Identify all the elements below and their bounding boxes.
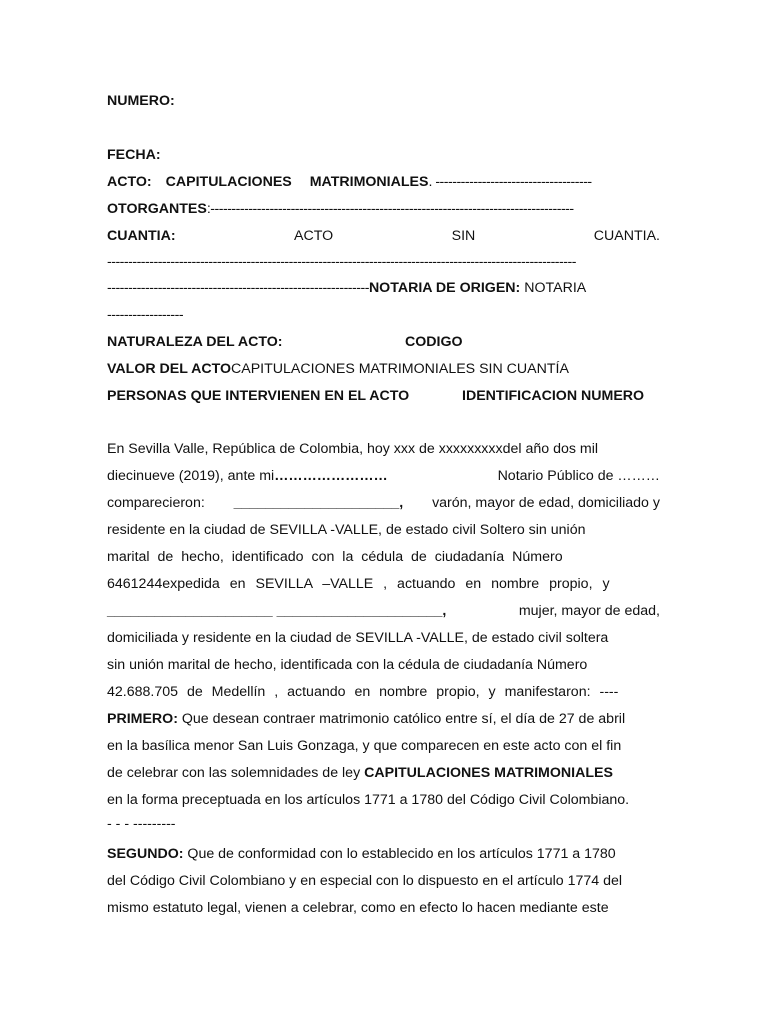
acto-value: CAPITULACIONES [165, 174, 292, 190]
body-line-6: 6461244expedida en SEVILLA –VALLE , actuando en nombre propio, y [107, 576, 610, 592]
body-line-18: mismo estatuto legal, vienen a celebrar, como en efecto lo hacen mediante este [107, 900, 609, 916]
personas-line [107, 386, 660, 406]
compareciente-2-blank: _____________________ _____________________, [107, 603, 447, 619]
acto-dashes: . ------------------------------------- [428, 174, 592, 190]
body-line-7 [107, 598, 660, 625]
notaria-line [107, 278, 660, 298]
cuantia-line [107, 226, 660, 246]
naturaleza-line [107, 332, 660, 352]
cuantia-word-1: ACTO [294, 228, 334, 244]
acto-label: ACTO: [107, 174, 152, 190]
body-line-12: en la basílica menor San Luis Gonzaga, y que comparecen en este acto con el fin [107, 738, 622, 754]
notary-name-blank: …………………… [274, 468, 388, 484]
body-line-3a: comparecieron: [107, 495, 205, 511]
valor-label: VALOR DEL ACTO [107, 361, 232, 377]
body-line-15: - - - --------- [107, 816, 176, 832]
cuantia-label: CUANTIA: [107, 228, 176, 244]
cuantia-word-2: SIN [451, 228, 476, 244]
body-line-10: 42.688.705 de Medellín , actuando en nombre propio, y manifestaron: ---- [107, 684, 619, 700]
body-line-14: en la forma preceptuada en los artículos 1771 a 1780 del Código Civil Colombiano. [107, 792, 630, 808]
acto-line [107, 172, 660, 192]
body-line-4: residente en la ciudad de SEVILLA -VALLE, de estado civil Soltero sin unión [107, 522, 586, 538]
body-line-17: del Código Civil Colombiano y en especial con lo dispuesto en el artículo 1774 del [107, 873, 623, 889]
personas-label: PERSONAS QUE INTERVIENEN EN EL ACTO [107, 388, 410, 404]
body-line-3 [107, 490, 660, 517]
body-line-13a: de celebrar con las solemnidades de ley [107, 765, 365, 781]
cuantia-word-3: CUANTIA. [593, 228, 660, 244]
body-line-9: sin unión marital de hecho, identificada con la cédula de ciudadanía Número [107, 657, 588, 673]
codigo-label: CODIGO [405, 334, 463, 350]
valor-value: CAPITULACIONES MATRIMONIALES SIN CUANTÍA [231, 361, 569, 377]
fecha-label: FECHA: [107, 147, 161, 163]
notaria-label: NOTARIA DE ORIGEN: [368, 280, 521, 296]
otorgantes-dashes: :-------------------------------------------------------------------------------------- [206, 201, 574, 217]
otorgantes-label: OTORGANTES [107, 201, 207, 217]
body-line-3c: varón, mayor de edad, domiciliado y [432, 495, 660, 511]
body-line-1: En Sevilla Valle, República de Colombia, hoy xxx de xxxxxxxxxdel año dos mil [107, 441, 599, 457]
capitulaciones-emphasis: CAPITULACIONES MATRIMONIALES [364, 765, 613, 781]
body-line-5: marital de hecho, identificado con la cédula de ciudadanía Número [107, 549, 563, 565]
body-paragraph [107, 436, 660, 922]
acto-value-2: MATRIMONIALES [309, 174, 429, 190]
body-line-11 [107, 706, 660, 733]
short-dashes: ------------------ [107, 307, 184, 323]
body-line-8: domiciliada y residente en la ciudad de SEVILLA -VALLE, de estado civil soltera [107, 630, 609, 646]
compareciente-1-blank: _____________________, [233, 495, 404, 511]
identificacion-label: IDENTIFICACION NUMERO [462, 388, 645, 404]
body-line-16b: Que de conformidad con lo establecido en los artículos 1771 a 1780 [183, 846, 616, 862]
body-line-16 [107, 841, 660, 868]
segundo-label: SEGUNDO: [107, 846, 184, 862]
body-line-2a: diecinueve (2019), ante mi [107, 468, 275, 484]
notaria-dashes: -------------------------------------------------------------- [107, 280, 369, 296]
body-line-7b: mujer, mayor de edad, [518, 603, 660, 619]
numero-label: NUMERO: [107, 93, 175, 109]
body-line-13 [107, 760, 660, 787]
valor-line [107, 359, 660, 379]
otorgantes-line [107, 199, 660, 219]
body-line-11b: Que desean contraer matrimonio católico entre sí, el día de 27 de abril [177, 711, 626, 727]
body-line-2c: Notario Público de ……… [497, 468, 660, 484]
naturaleza-label: NATURALEZA DEL ACTO: [107, 334, 283, 350]
body-line-2 [107, 463, 660, 490]
notaria-value: NOTARIA [524, 280, 587, 296]
primero-label: PRIMERO: [107, 711, 178, 727]
dash-separator: --------------------------------------------------------------------------------------------------------------- [107, 254, 576, 270]
